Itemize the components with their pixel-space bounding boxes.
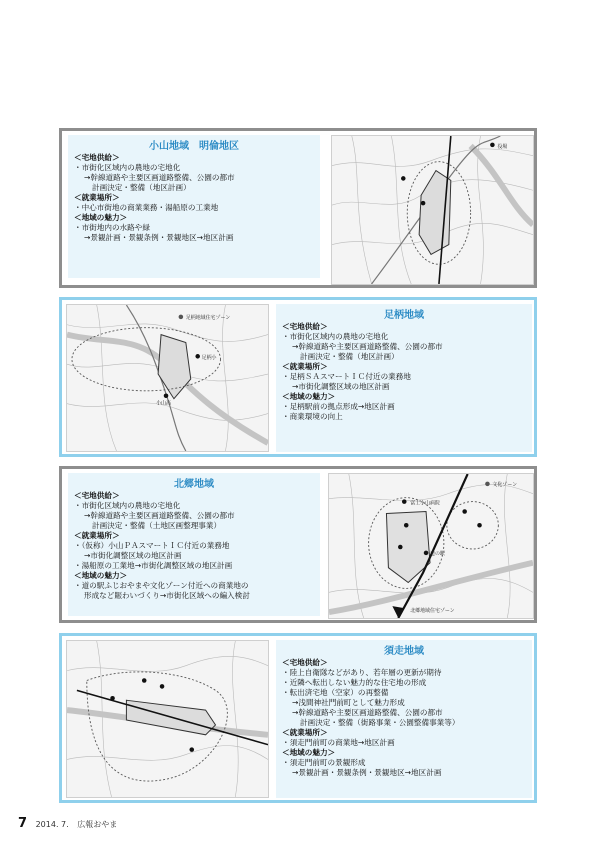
section-line: ・近隣へ転出しない魅力的な住宅地の形成 <box>282 678 427 687</box>
section-line: →景観計画・景観条例・景観地区→地区計画 <box>84 233 234 242</box>
map-label: 役場 <box>497 143 508 150</box>
section-line: ・足柄駅前の拠点形成→地区計画 <box>282 402 395 411</box>
area-map <box>66 640 269 798</box>
section-line: ・須走門前町の景観形成 <box>282 758 366 767</box>
section-line: ・道の駅ふじおやまや文化ゾーン付近への商業地の <box>74 581 249 590</box>
page-number: 7 <box>18 816 28 831</box>
section-ashigara <box>59 297 537 457</box>
section-line: ・転出済宅地（空家）の再整備 <box>282 688 389 697</box>
area-map <box>331 135 534 285</box>
section-heading: ＜地域の魅力＞ <box>282 392 336 401</box>
page-footer <box>18 816 117 831</box>
section-heading: ＜地域の魅力＞ <box>282 748 336 757</box>
section-heading: ＜宅地供給＞ <box>282 322 328 331</box>
section-heading: ＜宅地供給＞ <box>74 491 120 500</box>
section-line: →市街化調整区域の地区計画 <box>292 382 390 391</box>
section-text-box <box>276 304 532 452</box>
section-line: →幹線道路や主要区画道路整備、公園の都市 <box>84 173 235 182</box>
section-line: ・市街化区域内の農地の宅地化 <box>74 501 181 510</box>
section-heading: ＜地域の魅力＞ <box>74 213 128 222</box>
map-label: 道の駅 <box>430 550 445 557</box>
section-line: ・商業環境の向上 <box>282 412 343 421</box>
section-heading: ＜就業場所＞ <box>74 193 120 202</box>
section-line: ・（仮称）小山ＰＡスマートＩＣ付近の業務地 <box>74 541 230 550</box>
section-line: →景観計画・景観条例・景観地区→地区計画 <box>292 768 442 777</box>
section-line: ・中心市街地の商業業務・湯船原の工業地 <box>74 203 219 212</box>
section-line: ・足柄ＳＡスマートＩＣ付近の業務地 <box>282 372 411 381</box>
section-line: 計画決定・整備（地区計画） <box>92 183 191 192</box>
section-heading: ＜就業場所＞ <box>282 728 328 737</box>
section-kitago <box>59 466 537 623</box>
area-map <box>328 473 534 619</box>
section-text-box <box>276 640 532 798</box>
publication-name: 広報おやま <box>77 820 118 829</box>
section-line: ・市街化区域内の農地の宅地化 <box>282 332 389 341</box>
section-line: ・陸上自衛隊などがあり、若年層の更新が期待 <box>282 668 442 677</box>
section-line: →幹線道路や主要区画道路整備、公園の都市 <box>84 511 235 520</box>
section-line: ・市街地内の水路や緑 <box>74 223 150 232</box>
section-heading: ＜地域の魅力＞ <box>74 571 128 580</box>
section-line: ・湯船原の工業地→市街化調整区域の地区計画 <box>74 561 233 570</box>
section-text-box <box>68 473 320 616</box>
map-label: 小山高 <box>156 400 171 407</box>
section-title: 須走地域 <box>384 646 424 657</box>
section-line: 形成など賑わいづくり→市街化区域への編入検討 <box>84 591 250 600</box>
section-title: 足柄地域 <box>384 310 424 321</box>
section-line: ・須走門前町の商業地→地区計画 <box>282 738 395 747</box>
section-line: →浅間神社門前町として魅力形成 <box>292 698 405 707</box>
map-label: 足柄小 <box>201 355 217 362</box>
map-label: 富士小山病院 <box>410 500 440 507</box>
section-heading: ＜宅地供給＞ <box>74 153 120 162</box>
section-title: 小山地域 明倫地区 <box>149 141 239 152</box>
section-line: 計画決定・整備（地区計画） <box>300 352 399 361</box>
section-subashiri <box>59 633 537 803</box>
map-label: 文化ゾーン <box>492 481 518 488</box>
section-title: 北郷地域 <box>174 479 214 490</box>
section-heading: ＜就業場所＞ <box>282 362 328 371</box>
section-oyama-meirin <box>59 128 537 288</box>
map-label: 足柄地域住宅ゾーン <box>185 314 231 321</box>
section-line: 計画決定・整備（街路事業・公園整備事業等） <box>300 718 460 727</box>
section-line: ・市街化区域内の農地の宅地化 <box>74 163 181 172</box>
section-line: →幹線道路や主要区画道路整備、公園の都市 <box>292 708 443 717</box>
section-heading: ＜宅地供給＞ <box>282 658 328 667</box>
section-heading: ＜就業場所＞ <box>74 531 120 540</box>
area-map <box>66 304 269 452</box>
section-line: →市街化調整区域の地区計画 <box>84 551 182 560</box>
map-label: 北郷地域住宅ゾーン <box>410 608 455 615</box>
section-text-box <box>68 135 320 278</box>
section-line: 計画決定・整備（土地区画整理事業） <box>92 521 222 530</box>
section-line: →幹線道路や主要区画道路整備、公園の都市 <box>292 342 443 351</box>
issue-date: 2014. 7. <box>35 820 69 829</box>
